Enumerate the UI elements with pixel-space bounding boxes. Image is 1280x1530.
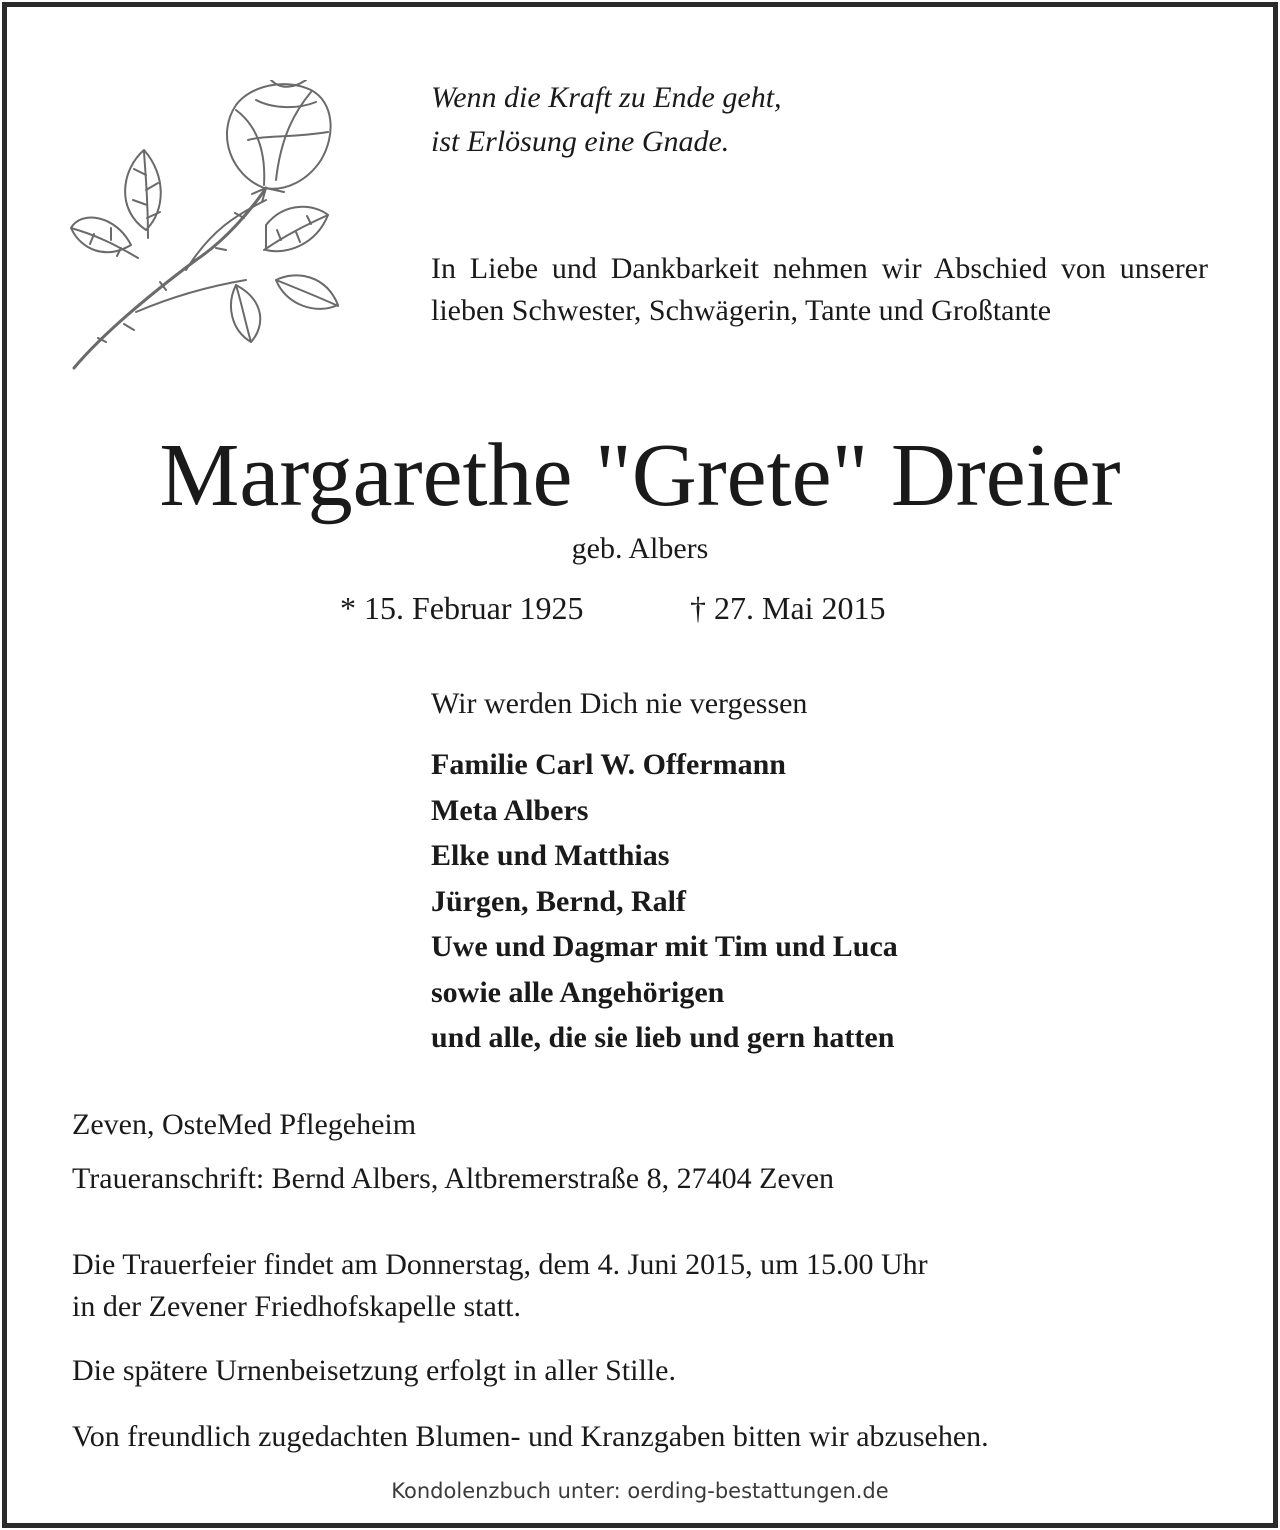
flowers-notice: Von freundlich zugedachten Blumen- und Kranzgaben bitten wir abzusehen. (72, 1420, 989, 1453)
condolence-book-link[interactable]: Kondolenzbuch unter: oerding-bestattungen.de (391, 1479, 889, 1503)
mourner-item: Familie Carl W. Offermann (431, 748, 786, 781)
rose-illustration (66, 80, 346, 376)
funeral-service-notice (72, 1244, 928, 1328)
deceased-name: Margarethe "Grete" Dreier (159, 426, 1121, 525)
mourner-item: Elke und Matthias (431, 839, 670, 872)
quote (431, 76, 782, 164)
intro-text: In Liebe und Dankbarkeit nehmen wir Abschied von unserer lieben Schwester, Schwägerin, Tante und Großtante (431, 252, 1208, 327)
quote-line-1: Wenn die Kraft zu Ende geht, (431, 81, 782, 114)
quote-line-2: ist Erlösung eine Gnade. (431, 125, 730, 158)
mourning-address: Traueranschrift: Bernd Albers, Altbremerstraße 8, 27404 Zeven (72, 1162, 835, 1195)
mourner-item: Jürgen, Bernd, Ralf (431, 884, 686, 918)
birth-date: * 15. Februar 1925 (340, 590, 584, 626)
mourners-list (431, 742, 898, 1061)
mourner-item: Meta Albers (431, 793, 589, 827)
birth-name: geb. Albers (571, 532, 709, 565)
service-line-2: in der Zevener Friedhofskapelle statt. (72, 1290, 522, 1323)
urn-notice: Die spätere Urnenbeisetzung erfolgt in aller Stille. (72, 1354, 676, 1387)
mourner-item: Uwe und Dagmar mit Tim und Luca (431, 930, 898, 963)
place-line: Zeven, OsteMed Pflegeheim (72, 1108, 417, 1141)
death-date: † 27. Mai 2015 (690, 590, 886, 626)
mourner-item: sowie alle Angehörigen (431, 975, 725, 1009)
farewell-line: Wir werden Dich nie vergessen (431, 687, 808, 720)
service-line-1: Die Trauerfeier findet am Donnerstag, dem 4. Juni 2015, um 15.00 Uhr (72, 1248, 928, 1281)
mourner-item: und alle, die sie lieb und gern hatten (431, 1021, 895, 1054)
